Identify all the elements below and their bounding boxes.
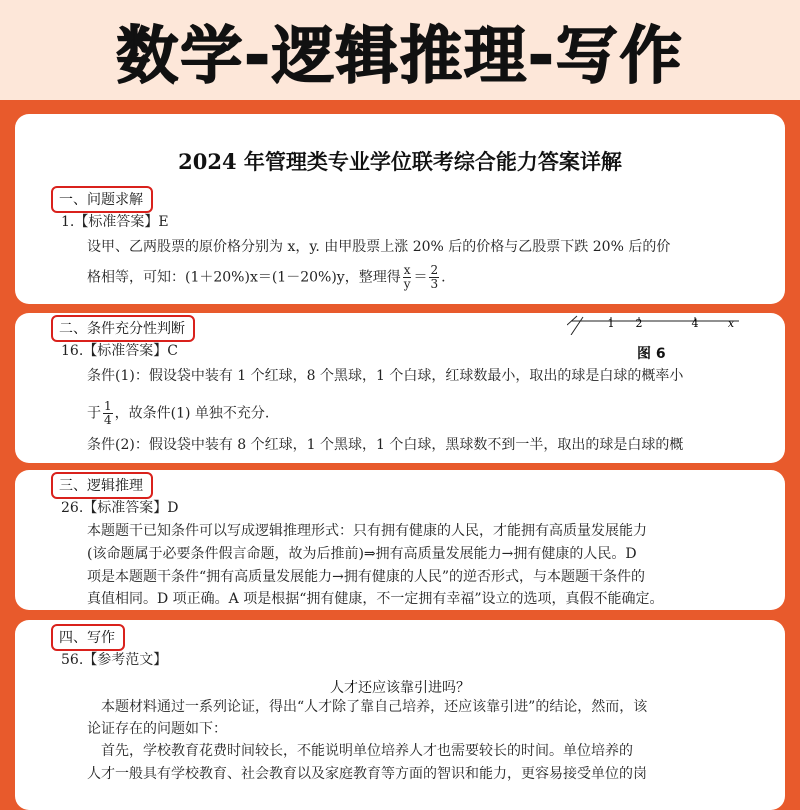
body-line: 首先，学校教育花费时间较长，不能说明单位培养人才也需要较长的时间。单位培养的 [87, 743, 633, 759]
answer-line: 26.【标准答案】D [61, 500, 179, 516]
formula-suffix: . [441, 269, 446, 286]
fraction-denominator: 3 [430, 277, 439, 291]
body-line: 人才一般具有学校教育、社会教育以及家庭教育等方面的智识和能力，更容易接受单位的岗 [87, 766, 647, 782]
section-label-logic: 三、逻辑推理 [51, 472, 153, 499]
body-line: 本题题干已知条件可以写成逻辑推理形式：只有拥有健康的人民，才能拥有高质量发展能力 [87, 523, 647, 539]
fraction-x-over-y [403, 264, 412, 291]
document-title: 2024 年管理类专业学位联考综合能力答案详解 [178, 149, 622, 174]
fraction-one-quarter [103, 400, 113, 427]
body-line: 论证存在的问题如下： [87, 721, 227, 737]
body-line: 设甲、乙两股票的原价格分别为 x，y. 由甲股票上涨 20% 后的价格与乙股票下跌 20% 后的价 [87, 239, 671, 255]
fraction-numerator: x [403, 263, 411, 277]
answer-line: 1.【标准答案】E [61, 214, 169, 230]
figure-caption: 图 6 [637, 346, 666, 362]
fraction-numerator: 2 [430, 263, 439, 277]
answer-line: 56.【参考范文】 [61, 652, 168, 668]
card-writing [15, 620, 785, 810]
card-problem-solving [15, 114, 785, 304]
fraction-denominator: y [403, 277, 411, 291]
section-label-writing: 四、写作 [51, 624, 125, 651]
axis-label: x [727, 317, 735, 330]
tick-label: 2 [635, 317, 643, 330]
fraction-numerator: 1 [104, 399, 112, 413]
card-sufficiency [15, 313, 785, 463]
body-line: (该命题属于必要条件假言命题，故为后推前)⇒拥有高质量发展能力→拥有健康的人民。D [87, 546, 637, 562]
fraction-denominator: 4 [104, 413, 112, 427]
fraction-prefix: 于 [87, 405, 101, 422]
card-logic [15, 470, 785, 610]
section-label-problem-solving: 一、问题求解 [51, 186, 153, 213]
fraction-two-thirds [429, 264, 439, 291]
body-line: 项是本题题干条件“拥有高质量发展能力→拥有健康的人民”的逆否形式，与本题题干条件的 [87, 569, 646, 585]
formula-prefix: 格相等，可知：(1＋20%)x＝(1－20%)y，整理得 [87, 269, 401, 286]
tick-label: 4 [691, 317, 699, 330]
section-label-sufficiency: 二、条件充分性判断 [51, 315, 195, 342]
body-line-fraction [87, 400, 269, 427]
top-banner [0, 0, 800, 100]
body-line: 真值相同。D 项正确。A 项是根据“拥有健康，不一定拥有幸福”设立的选项，真假不能确定。 [87, 591, 664, 607]
body-line: 条件(2)：假设袋中装有 8 个红球，1 个黑球，1 个白球，黑球数不到一半，取出的球是白球的概 [87, 437, 684, 453]
fraction-suffix: ，故条件(1) 单独不充分. [114, 405, 270, 422]
equals-sign: ＝ [413, 269, 428, 286]
banner-title: 数学-逻辑推理-写作 [116, 18, 684, 92]
number-line-figure [567, 313, 747, 335]
body-line: 条件(1)：假设袋中装有 1 个红球，8 个黑球，1 个白球，红球数最小，取出的球是白球的概率小 [87, 368, 684, 384]
body-line-formula [87, 264, 446, 291]
tick-label: 1 [607, 317, 615, 330]
body-line: 本题材料通过一系列论证，得出“人才除了靠自己培养，还应该靠引进”的结论，然而，该 [87, 699, 648, 715]
answer-line: 16.【标准答案】C [61, 343, 178, 359]
essay-title: 人才还应该靠引进吗？ [330, 680, 470, 696]
